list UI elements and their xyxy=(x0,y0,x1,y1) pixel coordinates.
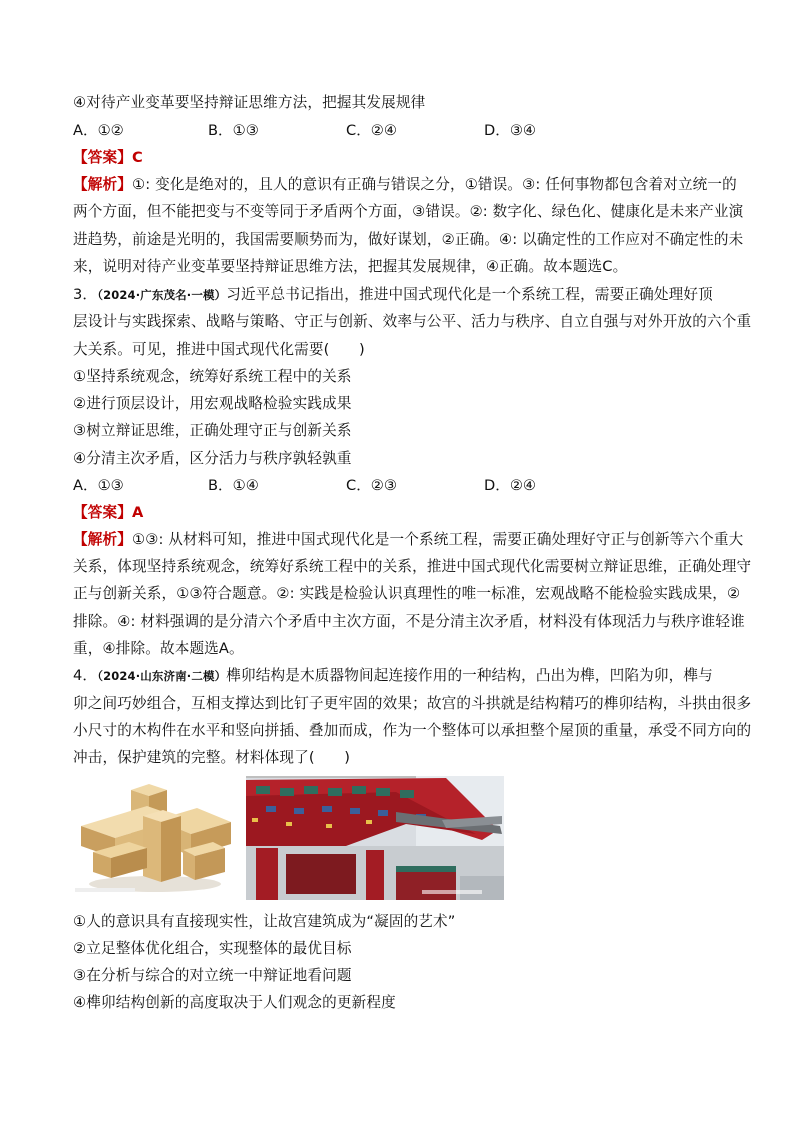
q3-analysis-line-4: 排除。④: 材料强调的是分清六个矛盾中主次方面，不是分清主次矛盾，材料没有体现活力与秩序谁轻谁 xyxy=(73,613,745,630)
q2-answer-value: C xyxy=(131,149,143,166)
q3-analysis-line-2: 关系，体现坚持系统观念，统筹好系统工程中的关系，推进中国式现代化需要树立辩证思维，正确处理守 xyxy=(73,558,752,575)
q2-option-a: A．①② xyxy=(73,122,124,139)
q2-option-c: C．②④ xyxy=(346,122,397,139)
q2-analysis-line-4: 来，说明对待产业变革要坚持辩证思维方法，把握其发展规律，④正确。故本题选C。 xyxy=(73,258,628,275)
forbidden-city-dougong-image xyxy=(246,776,504,900)
q3-source: （2024·广东茂名·一模） xyxy=(97,288,227,302)
q4-stem-line-4: 冲击，保护建筑的完整。材料体现了( ) xyxy=(73,749,351,766)
q3-answer-tag: 【答案】 xyxy=(73,504,132,521)
q3-option-a: A．①③ xyxy=(73,477,124,494)
q3-analysis-line-5: 重，④排除。故本题选A。 xyxy=(73,640,244,657)
q3-option-c: C．②③ xyxy=(346,477,397,494)
q4-statement-1: ①人的意识具有直接现实性，让故宫建筑成为“凝固的艺术” xyxy=(73,913,456,930)
q3-stem-line-2: 层设计与实践探索、战略与策略、守正与创新、效率与公平、活力与秩序、自立自强与对外开放的六个重 xyxy=(73,313,752,330)
q4-stem-line-3: 小尺寸的木构件在水平和竖向拼插、叠加而成，作为一个整体可以承担整个屋顶的重量，承受不同方向的 xyxy=(73,722,752,739)
q2-options xyxy=(73,121,723,141)
q3-stem-line-1: 3．（2024·广东茂名·一模）习近平总书记指出，推进中国式现代化是一个系统工程，需要正确处理好顶 xyxy=(73,286,713,303)
q3-statement-2: ②进行顶层设计，用宏观战略检验实践成果 xyxy=(73,395,352,412)
q2-analysis-tag: 【解析】 xyxy=(73,176,132,193)
q3-statement-1: ①坚持系统观念，统筹好系统工程中的关系 xyxy=(73,368,352,385)
q2-analysis-line-2: 两个方面，但不能把变与不变等同于矛盾两个方面，③错误。②: 数字化、绿色化、健康化是未来产业演 xyxy=(73,203,744,220)
q3-statement-3: ③树立辩证思维，正确处理守正与创新关系 xyxy=(73,422,352,439)
q4-number: 4． xyxy=(73,667,98,684)
q4-source: （2024·山东济南·二模） xyxy=(97,669,227,683)
q3-stem-line-3: 大关系。可见，推进中国式现代化需要( ) xyxy=(73,341,365,358)
q4-statement-4: ④榫卯结构创新的高度取决于人们观念的更新程度 xyxy=(73,994,396,1011)
q2-analysis-line-1: 【解析】①: 变化是绝对的，且人的意识有正确与错误之分，①错误。③: 任何事物都包含着对立统一的 xyxy=(73,176,737,193)
q3-answer xyxy=(73,503,143,523)
q3-analysis-tag: 【解析】 xyxy=(73,531,132,548)
q3-analysis-line-1: 【解析】①③: 从材料可知，推进中国式现代化是一个系统工程，需要正确处理好守正与创新等六个重大 xyxy=(73,531,744,548)
q3-option-d: D．②④ xyxy=(484,477,536,494)
q4-statement-3: ③在分析与综合的对立统一中辩证地看问题 xyxy=(73,967,352,984)
q4-statement-2: ②立足整体优化组合，实现整体的最优目标 xyxy=(73,940,352,957)
q3-option-b: B．①④ xyxy=(208,477,259,494)
q4-stem-line-1: 4．（2024·山东济南·二模）榫卯结构是木质器物间起连接作用的一种结构，凸出为榫，凹陷为卯，榫与 xyxy=(73,667,713,684)
q2-option-d: D．③④ xyxy=(484,122,536,139)
q3-statement-4: ④分清主次矛盾，区分活力与秩序孰轻孰重 xyxy=(73,450,352,467)
q3-answer-value: A xyxy=(131,504,144,521)
q3-analysis-line-3: 正与创新关系，①③符合题意。②: 实践是检验认识真理性的唯一标准，宏观战略不能检验实践成果，② xyxy=(73,585,741,602)
q2-analysis-line-3: 进趋势，前途是光明的，我国需要顺势而为，做好谋划，②正确。④: 以确定性的工作应对不确定性的未 xyxy=(73,231,744,248)
q2-statement-4: ④对待产业变革要坚持辩证思维方法，把握其发展规律 xyxy=(73,94,426,111)
q4-stem-line-2: 卯之间巧妙组合，互相支撑达到比钉子更牢固的效果；故宫的斗拱就是结构精巧的榫卯结构，斗拱由很多 xyxy=(73,695,752,712)
wooden-puzzle-image xyxy=(73,780,239,898)
q2-answer-tag: 【答案】 xyxy=(73,149,132,166)
q3-options xyxy=(73,476,723,496)
q2-option-b: B．①③ xyxy=(208,122,259,139)
q2-answer xyxy=(73,148,143,168)
q3-number: 3． xyxy=(73,286,98,303)
